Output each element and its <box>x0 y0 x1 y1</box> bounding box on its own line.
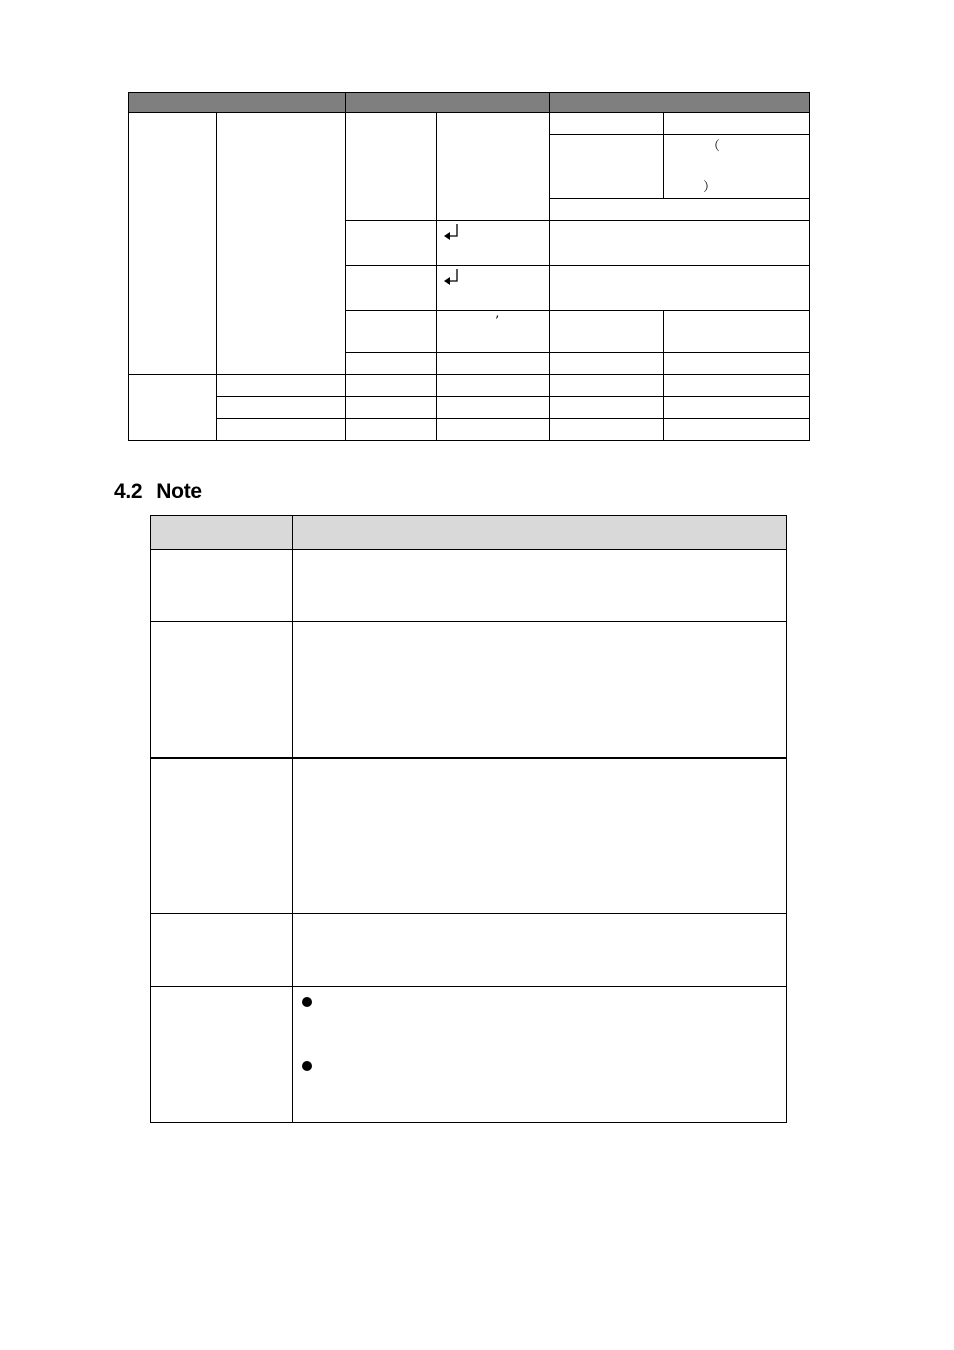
open-paren-glyph: （ <box>707 139 721 154</box>
grid-line <box>151 757 786 759</box>
grid-line <box>346 265 809 266</box>
grid-line <box>550 134 809 135</box>
grid-line <box>436 113 437 440</box>
grid-line <box>550 198 809 199</box>
enter-key-icon <box>443 223 459 243</box>
comma-glyph: ’ <box>495 314 500 329</box>
close-paren-glyph: ） <box>703 180 717 195</box>
grid-line <box>292 516 293 1122</box>
spec-header-cell-2 <box>346 93 550 112</box>
grid-line <box>129 374 809 375</box>
note-table <box>150 515 787 1123</box>
section-heading <box>114 480 202 504</box>
spec-header-cell-3 <box>550 93 809 112</box>
grid-line <box>346 352 809 353</box>
grid-line <box>346 220 809 221</box>
grid-line <box>345 113 346 440</box>
enter-key-icon <box>443 268 459 288</box>
bullet-icon <box>302 1061 312 1071</box>
spec-header-cell-1 <box>129 93 346 112</box>
grid-line <box>663 113 664 199</box>
bullet-icon <box>302 997 312 1007</box>
grid-line <box>663 310 664 440</box>
grid-line <box>151 913 786 914</box>
section-number: 4.2 <box>114 480 143 503</box>
grid-line <box>217 396 809 397</box>
grid-line <box>151 986 786 987</box>
grid-line <box>217 418 809 419</box>
grid-line <box>151 621 786 622</box>
note-table-header <box>151 516 786 550</box>
grid-line <box>549 113 550 440</box>
grid-line <box>216 113 217 440</box>
grid-line <box>346 310 809 311</box>
spec-table <box>128 92 810 441</box>
section-title: Note <box>156 480 202 503</box>
spec-table-header <box>129 93 809 113</box>
